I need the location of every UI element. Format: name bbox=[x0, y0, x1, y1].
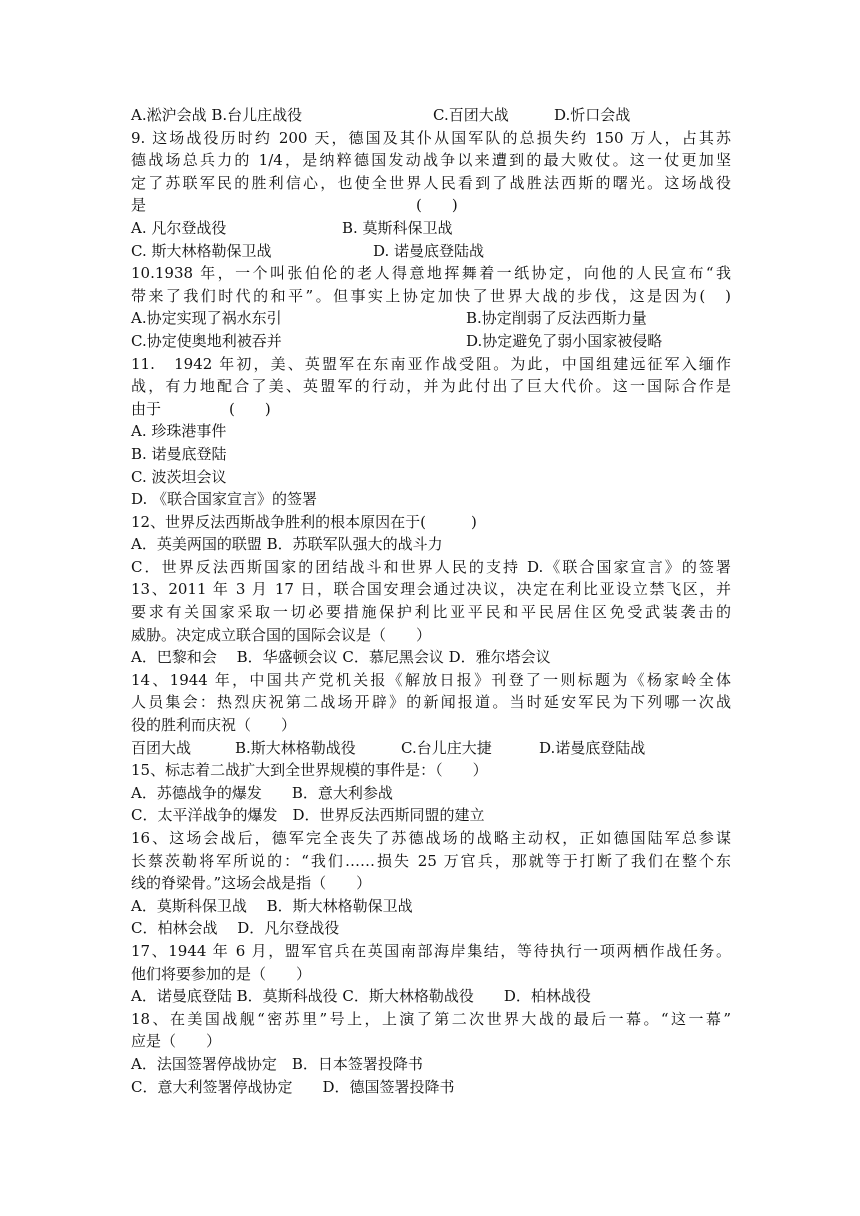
text-segment: ( ) bbox=[229, 399, 271, 418]
text-line: 11. 1942 年初，美、英盟军在东南亚作战受阻。为此，中国组建远征军入缅作 bbox=[131, 354, 731, 373]
text-line: A．巴黎和会 B．华盛顿会议 C．慕尼黑会议 D．雅尔塔会议 bbox=[131, 648, 551, 667]
text-segment: A.淞沪会战 B.台儿庄战役 bbox=[131, 106, 303, 124]
text-line: 带来了我们时代的和平”。但事实上协定加快了世界大战的步伐，这是因为( ) bbox=[131, 286, 731, 305]
text-segment: 由于 bbox=[131, 399, 162, 418]
text-line: 威胁。决定成立联合国的国际会议是（ ） bbox=[131, 625, 432, 644]
text-line: 战，有力地配合了美、英盟军的行动，并为此付出了巨大代价。这一国际合作是 bbox=[131, 377, 731, 396]
text-segment: A.协定实现了祸水东引 bbox=[131, 309, 282, 328]
text-line: A．苏德战争的爆发 B．意大利参战 bbox=[131, 783, 393, 802]
text-segment: 百团大战 bbox=[131, 738, 192, 757]
text-segment: C.协定使奥地利被吞并 bbox=[131, 331, 282, 350]
text-segment: D.诺曼底登陆战 bbox=[539, 738, 646, 757]
text-line: 定了苏联军民的胜利信心，也使全世界人民看到了战胜法西斯的曙光。这场战役 bbox=[131, 173, 731, 192]
text-line: 线的脊梁骨。”这场会战是指（ ） bbox=[131, 874, 372, 893]
text-line bbox=[131, 217, 731, 240]
text-line bbox=[131, 240, 731, 263]
text-line: A．英美两国的联盟 B．苏联军队强大的战斗力 bbox=[131, 535, 443, 554]
text-line: 他们将要参加的是（ ） bbox=[131, 964, 312, 983]
text-line: 长蔡茨勒将军所说的：“我们……损失 25 万官兵，那就等于打断了我们在整个东 bbox=[131, 851, 731, 870]
text-line: D. 《联合国家宣言》的签署 bbox=[131, 490, 318, 509]
text-line: 14、1944 年，中国共产党机关报《解放日报》刊登了一则标题为《杨家岭全体 bbox=[131, 670, 731, 689]
text-line: 人员集会：热烈庆祝第二战场开辟》的新闻报道。当时延安军民为下列哪一次战 bbox=[131, 693, 731, 712]
text-line: 役的胜利而庆祝（ ） bbox=[131, 716, 297, 735]
text-line: C．太平洋战争的爆发 D．世界反法西斯同盟的建立 bbox=[131, 806, 485, 825]
text-line: 德战场总兵力的 1/4，是纳粹德国发动战争以来遭到的最大败仗。这一仗更加坚 bbox=[131, 151, 731, 170]
text-line: A．法国签署停战协定 B．日本签署投降书 bbox=[131, 1054, 423, 1073]
text-line: A．莫斯科保卫战 B．斯大林格勒保卫战 bbox=[131, 896, 413, 915]
text-line: 18、在美国战舰“密苏里”号上，上演了第二次世界大战的最后一幕。“这一幕” bbox=[131, 1009, 731, 1028]
text-line: 13、2011 年 3 月 17 日，联合国安理会通过决议，决定在利比亚设立禁飞区，并 bbox=[131, 580, 731, 599]
text-segment: 是 bbox=[131, 196, 147, 215]
text-line bbox=[131, 330, 731, 353]
text-line: 应是（ ） bbox=[131, 1032, 222, 1051]
text-segment: B. 莫斯科保卫战 bbox=[342, 218, 453, 237]
text-line: 9. 这场战役历时约 200 天，德国及其仆从国军队的总损失约 150 万人，占其苏 bbox=[131, 128, 731, 147]
text-segment: D. 诺曼底登陆战 bbox=[373, 241, 485, 260]
text-segment: C.百团大战 bbox=[433, 106, 509, 124]
document-page bbox=[131, 104, 731, 1098]
text-line: 16、这场会战后，德军完全丧失了苏德战场的战略主动权，正如德国陆军总参谋 bbox=[131, 829, 731, 847]
text-line bbox=[131, 398, 731, 421]
text-line: 15、标志着二战扩大到全世界规模的事件是：（ ） bbox=[131, 761, 488, 780]
text-segment: C.台儿庄大捷 bbox=[401, 738, 492, 757]
text-line: A．诺曼底登陆 B．莫斯科战役 C．斯大林格勒战役 D．柏林战役 bbox=[131, 987, 591, 1006]
text-segment: B.斯大林格勒战役 bbox=[235, 738, 356, 757]
text-segment: ( ) bbox=[416, 196, 458, 215]
text-segment: A. 凡尔登战役 bbox=[131, 218, 227, 237]
text-segment: C. 斯大林格勒保卫战 bbox=[131, 241, 272, 260]
text-line bbox=[131, 737, 731, 760]
text-line: 10.1938 年，一个叫张伯伦的老人得意地挥舞着一纸协定，向他的人民宣布“我 bbox=[131, 264, 731, 283]
text-line: B. 诺曼底登陆 bbox=[131, 444, 227, 463]
text-line: C．世界反法西斯国家的团结战斗和世界人民的支持 D.《联合国家宣言》的签署 bbox=[131, 557, 731, 576]
text-line: A. 珍珠港事件 bbox=[131, 422, 227, 441]
text-line bbox=[131, 104, 731, 127]
text-line: 要求有关国家采取一切必要措施保护利比亚平民和平民居住区免受武装袭击的 bbox=[131, 603, 731, 622]
text-line: 12、世界反法西斯战争胜利的根本原因在于( ) bbox=[131, 512, 477, 531]
text-segment: D.忻口会战 bbox=[554, 106, 631, 124]
text-line: C．柏林会战 D．凡尔登战役 bbox=[131, 919, 340, 938]
text-line: C. 波茨坦会议 bbox=[131, 467, 227, 486]
text-line: C．意大利签署停战协定 D．德国签署投降书 bbox=[131, 1077, 455, 1096]
text-line: 17、1944 年 6 月，盟军官兵在英国南部海岸集结，等待执行一项两栖作战任务。 bbox=[131, 941, 731, 960]
text-line bbox=[131, 194, 731, 217]
text-segment: B.协定削弱了反法西斯力量 bbox=[466, 309, 647, 328]
text-segment: D.协定避免了弱小国家被侵略 bbox=[466, 331, 663, 350]
text-line bbox=[131, 307, 731, 330]
